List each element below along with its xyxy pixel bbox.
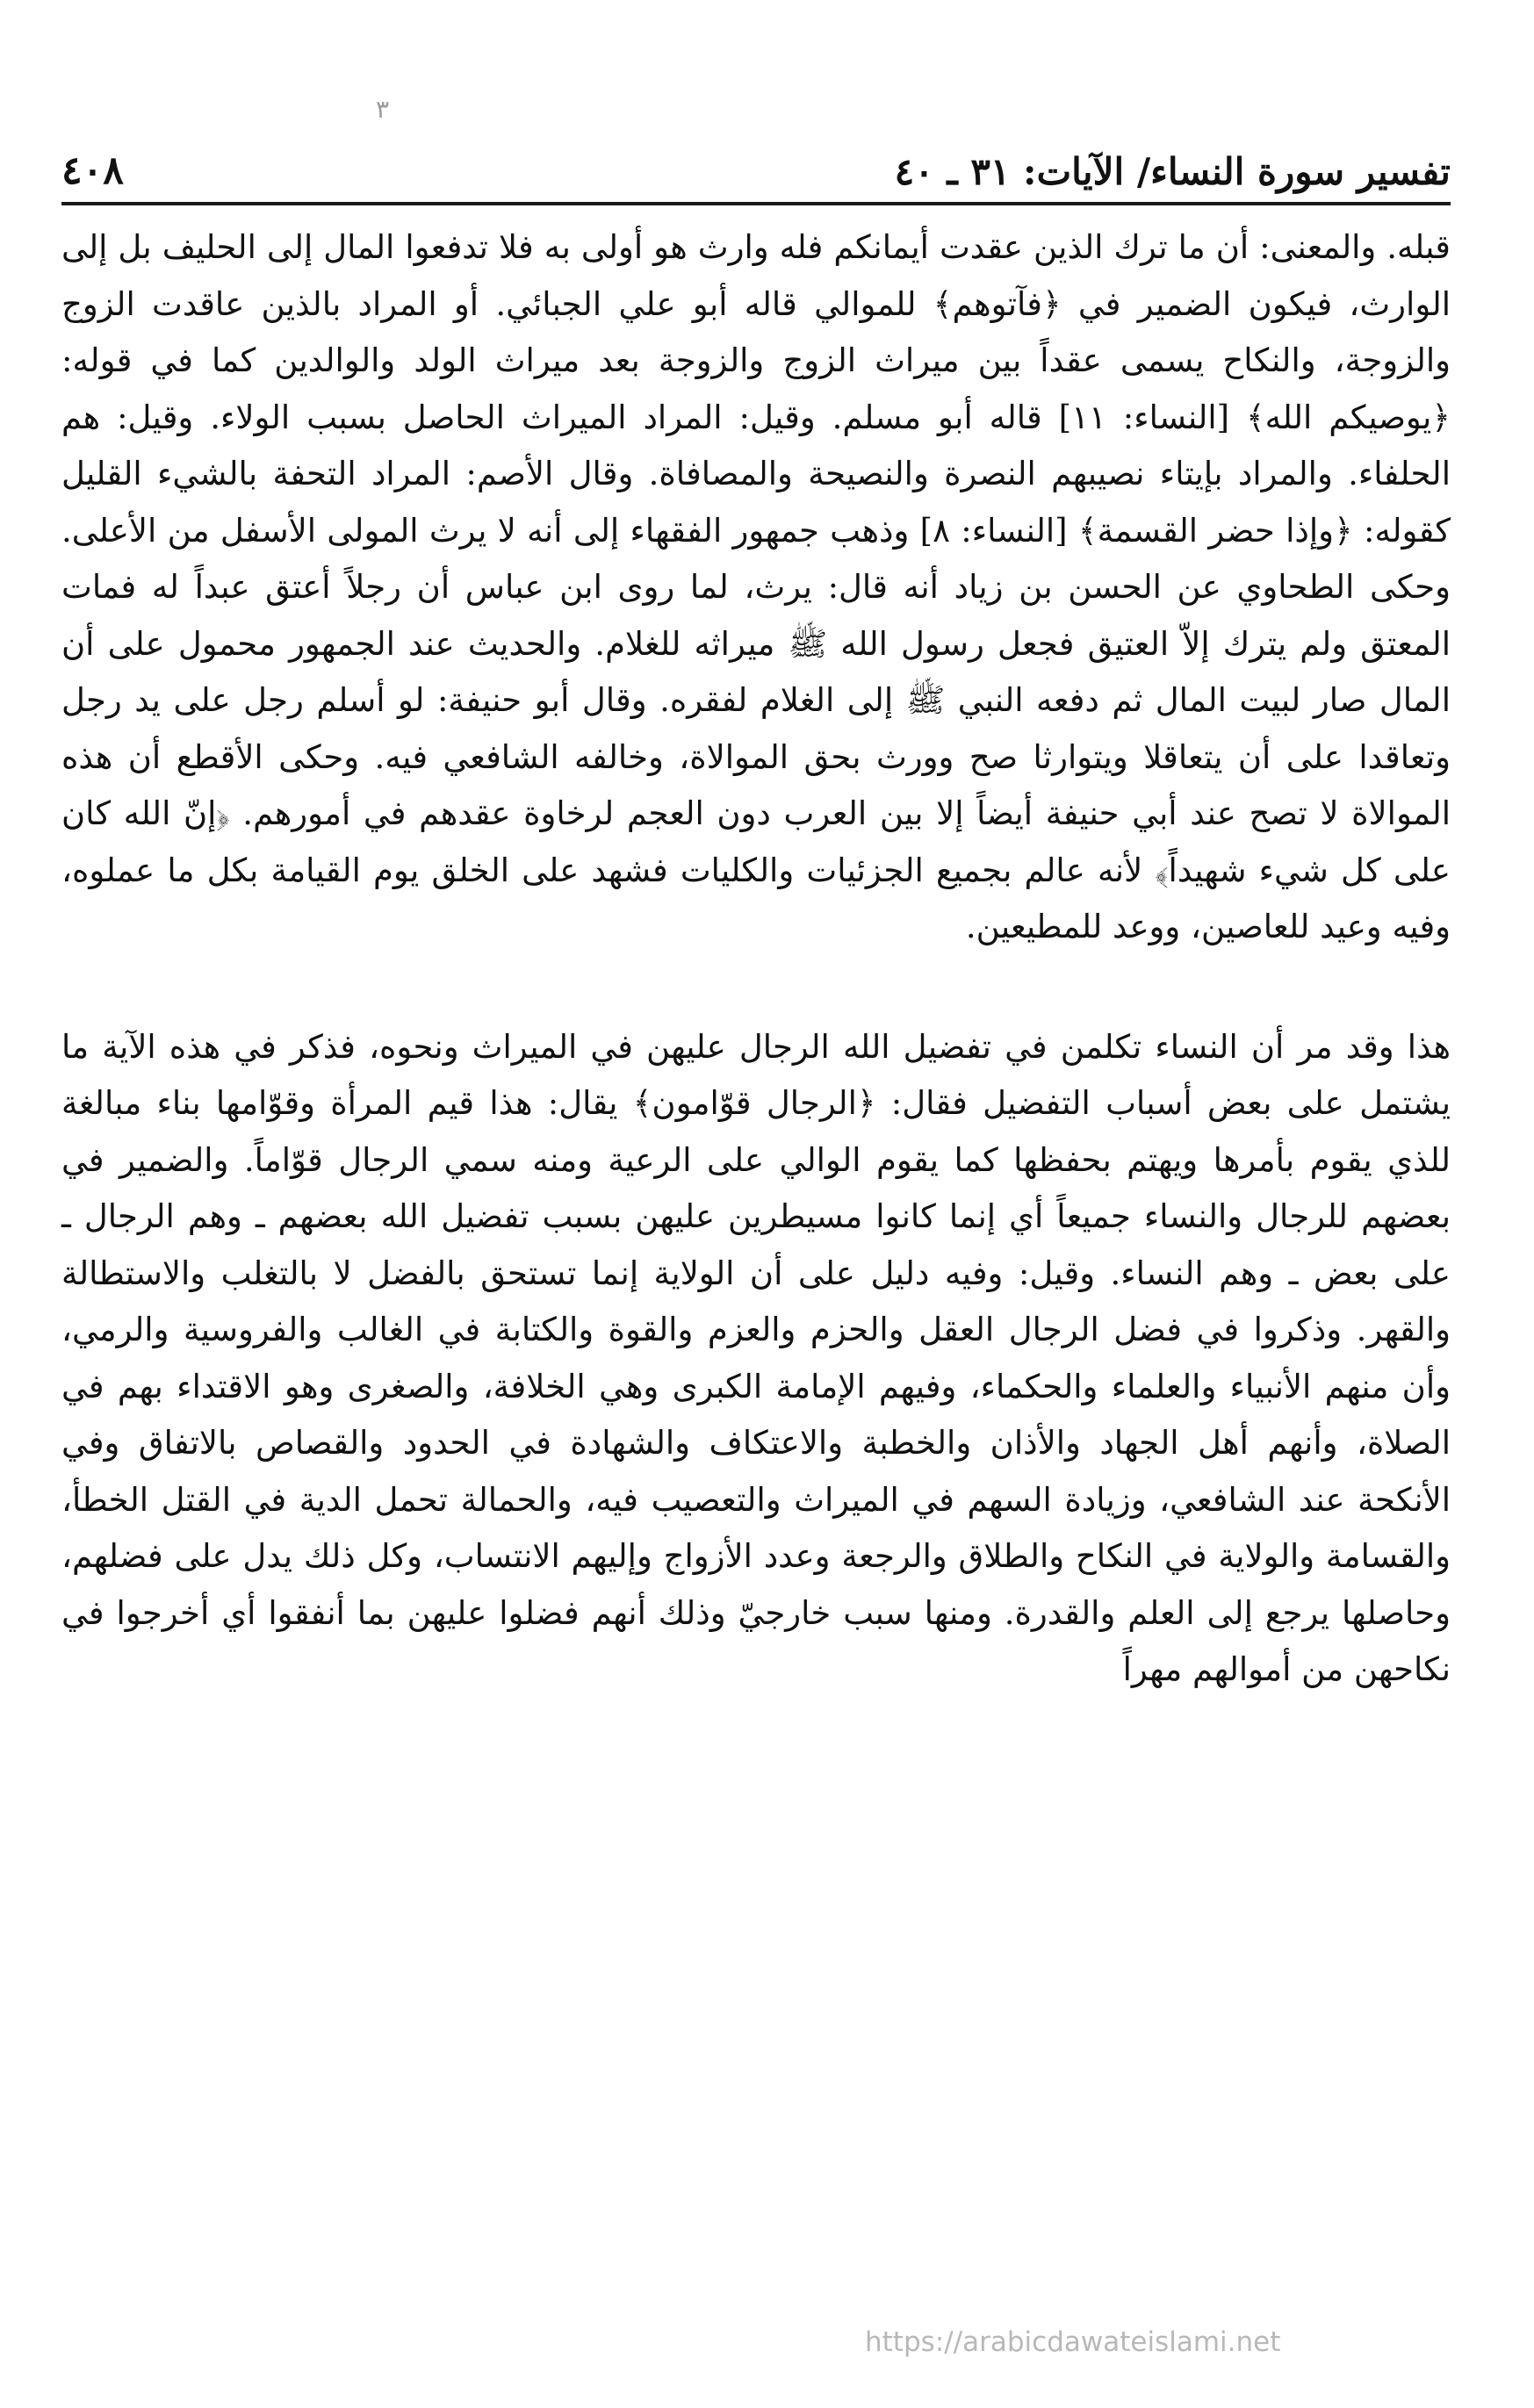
watermark-url: https://arabicdawateislami.net (865, 2326, 1281, 2358)
paragraph-1: قبله. والمعنى: أن ما ترك الذين عقدت أيمانكم فله وارث هو أولى به فلا تدفعوا المال إلى الحليف بل إلى الوارث، فيكون الضمير في ﴿فآتوهم﴾ للموالي قاله أبو علي الجبائي. أو المراد بالذين عاقدت الزوج والزوجة، والنكاح يسمى عقداً بين ميراث الزوج والزوجة بعد ميراث الولد والوالدين كما في قوله: ﴿يوصيكم الله﴾ [النساء: ١١] قاله أبو مسلم. وقيل: المراد الميراث الحاصل بسبب الولاء. وقيل: هم الحلفاء. والمراد بإيتاء نصيبهم النصرة والنصيحة والمصافاة. وقال الأصم: المراد التحفة بالشيء القليل كقوله: ﴿وإذا حضر القسمة﴾ [النساء: ٨] وذهب جمهور الفقهاء إلى أنه لا يرث المولى الأسفل من الأعلى. وحكى الطحاوي عن الحسن بن زياد أنه قال: يرث، لما روى ابن عباس أن رجلاً أعتق عبداً له فمات المعتق ولم يترك إلاّ العتيق فجعل رسول الله ﷺ ميراثه للغلام. والحديث عند الجمهور محمول على أن المال صار لبيت المال ثم دفعه النبي ﷺ إلى الغلام لفقره. وقال أبو حنيفة: لو أسلم رجل على يد رجل وتعاقدا على أن يتعاقلا ويتوارثا صح وورث بحق الموالاة، وخالفه الشافعي فيه. وحكى الأقطع أن هذه الموالاة لا تصح عند أبي حنيفة أيضاً إلا بين العرب دون العجم لرخاوة عقدهم في أمورهم. ﴿إنّ الله كان على كل شيء شهيداً﴾ لأنه عالم بجميع الجزئيات والكليات فشهد على الخلق يوم القيامة بكل ما عملوه، وفيه وعيد للعاصين، ووعد للمطيعين. (61, 228, 1451, 945)
page-number: ٤٠٨ (61, 148, 124, 193)
running-title: تفسير سورة النساء/ الآيات: ٣١ ـ ٤٠ (894, 150, 1451, 193)
margin-mark: ٣ (376, 95, 390, 124)
page-header (61, 132, 1451, 205)
page-body (61, 219, 1451, 1699)
paragraph-2: هذا وقد مر أن النساء تكلمن في تفضيل الله الرجال عليهن في الميراث ونحوه، فذكر في هذه الآية ما يشتمل على بعض أسباب التفضيل فقال: ﴿الرجال قوّامون﴾ يقال: هذا قيم المرأة وقوّامها بناء مبالغة للذي يقوم بأمرها ويهتم بحفظها كما يقوم الوالي على الرعية ومنه سمي الرجال قوّاماً. والضمير في بعضهم للرجال والنساء جميعاً أي إنما كانوا مسيطرين عليهن بسبب تفضيل الله بعضهم ـ وهم الرجال ـ على بعض ـ وهم النساء. وقيل: وفيه دليل على أن الولاية إنما تستحق بالفضل لا بالتغلب والاستطالة والقهر. وذكروا في فضل الرجال العقل والحزم والعزم والقوة والكتابة في الغالب والفروسية والرمي، وأن منهم الأنبياء والعلماء والحكماء، وفيهم الإمامة الكبرى وهي الخلافة، والصغرى وهو الاقتداء بهم في الصلاة، وأنهم أهل الجهاد والأذان والخطبة والاعتكاف والشهادة في الحدود والقصاص بالاتفاق وفي الأنكحة عند الشافعي، وزيادة السهم في الميراث والتعصيب فيه، والحمالة تحمل الدية في القتل الخطأ، والقسامة والولاية في النكاح والطلاق والرجعة وعدد الأزواج وإليهم الانتساب، وكل ذلك يدل على فضلهم، وحاصلها يرجع إلى العلم والقدرة. ومنها سبب خارجيّ وذلك أنهم فضلوا عليهن بما أنفقوا أي أخرجوا في نكاحهن من أموالهم مهراً (61, 1027, 1451, 1688)
